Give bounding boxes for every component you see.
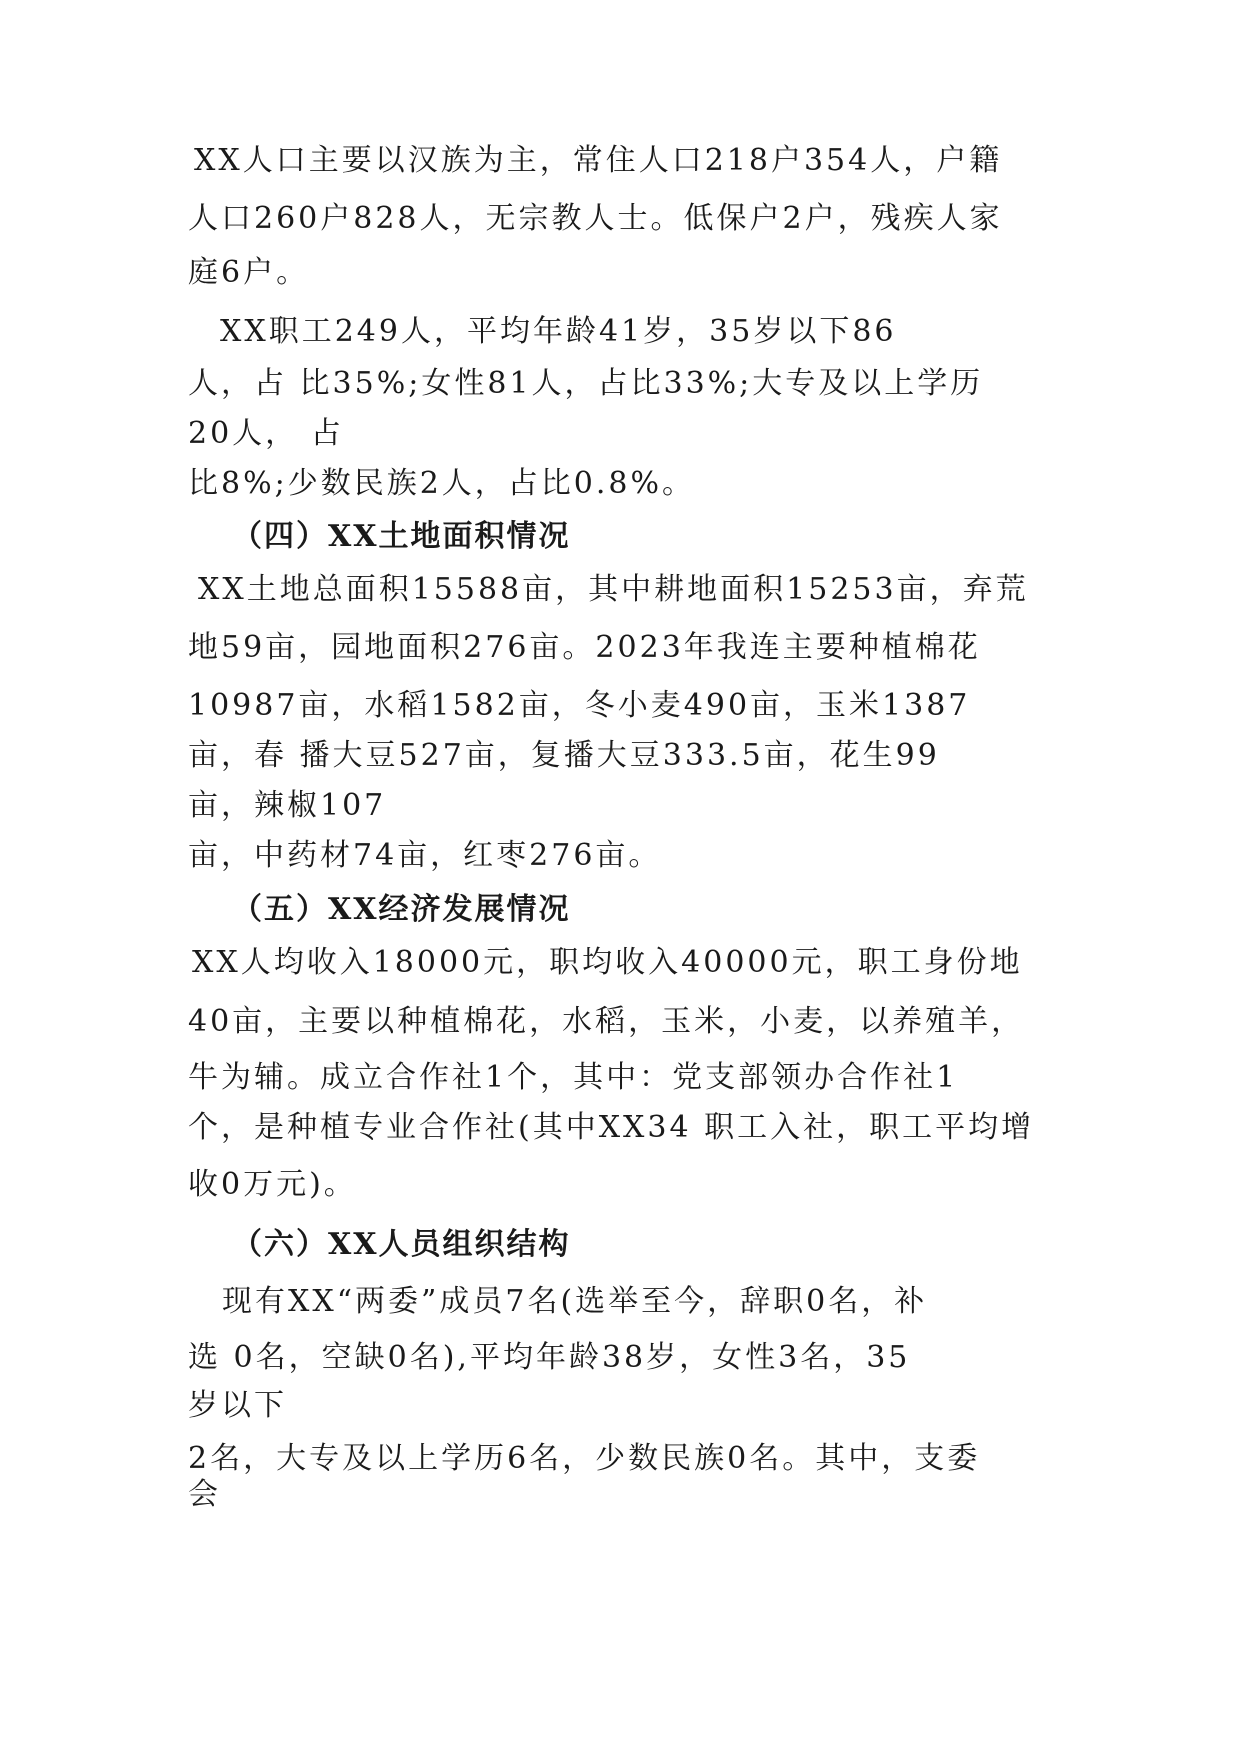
paragraph-line: 岁以下 [188, 1388, 287, 1423]
paragraph-line: XX人口主要以汉族为主，常住人口218户354人，户籍 [194, 143, 1003, 178]
section-heading: （六）XX人员组织结构 [232, 1227, 571, 1262]
paragraph-line: 亩，辣椒107 [188, 788, 387, 823]
paragraph-line: 收0万元)。 [188, 1167, 357, 1202]
paragraph-line: 个，是种植专业合作社(其中XX34 职工入社，职工平均增 [188, 1110, 1035, 1145]
paragraph-line: 20人， 占 [188, 416, 344, 451]
paragraph-line: 亩，春 播大豆527亩，复播大豆333.5亩，花生99 [188, 738, 940, 773]
paragraph-line: 地59亩，园地面积276亩。2023年我连主要种植棉花 [188, 630, 981, 665]
paragraph-line: 人，占 比35%;女性81人，占比33%;大专及以上学历 [188, 366, 984, 401]
paragraph-line: 亩，中药材74亩，红枣276亩。 [188, 838, 662, 873]
paragraph-line: 比8%;少数民族2人，占比0.8%。 [188, 466, 696, 501]
section-heading: （五）XX经济发展情况 [232, 892, 571, 927]
paragraph-line: 40亩，主要以种植棉花，水稻，玉米，小麦，以养殖羊， [188, 1004, 1025, 1039]
paragraph-line: 选 0名，空缺0名),平均年龄38岁，女性3名，35 [188, 1340, 911, 1375]
paragraph-line: 牛为辅。成立合作社1个，其中：党支部领办合作社1 [188, 1060, 959, 1095]
paragraph-line: 现有XX“两委”成员7名(选举至今，辞职0名，补 [222, 1284, 928, 1319]
paragraph-line: 庭6户。 [188, 255, 310, 290]
section-heading: （四）XX土地面积情况 [232, 519, 571, 554]
paragraph-line: 人口260户828人，无宗教人士。低保户2户，残疾人家 [188, 201, 1003, 236]
paragraph-line: XX土地总面积15588亩，其中耕地面积15253亩，弃荒 [198, 572, 1029, 607]
paragraph-line: XX人均收入18000元，职均收入40000元，职工身份地 [192, 945, 1023, 980]
paragraph-line: 10987亩，水稻1582亩，冬小麦490亩，玉米1387 [188, 688, 971, 723]
paragraph-line: 2名，大专及以上学历6名，少数民族0名。其中，支委 [188, 1441, 981, 1476]
paragraph-line: 会 [188, 1477, 221, 1512]
paragraph-line: XX职工249人，平均年龄41岁，35岁以下86 [220, 314, 897, 349]
